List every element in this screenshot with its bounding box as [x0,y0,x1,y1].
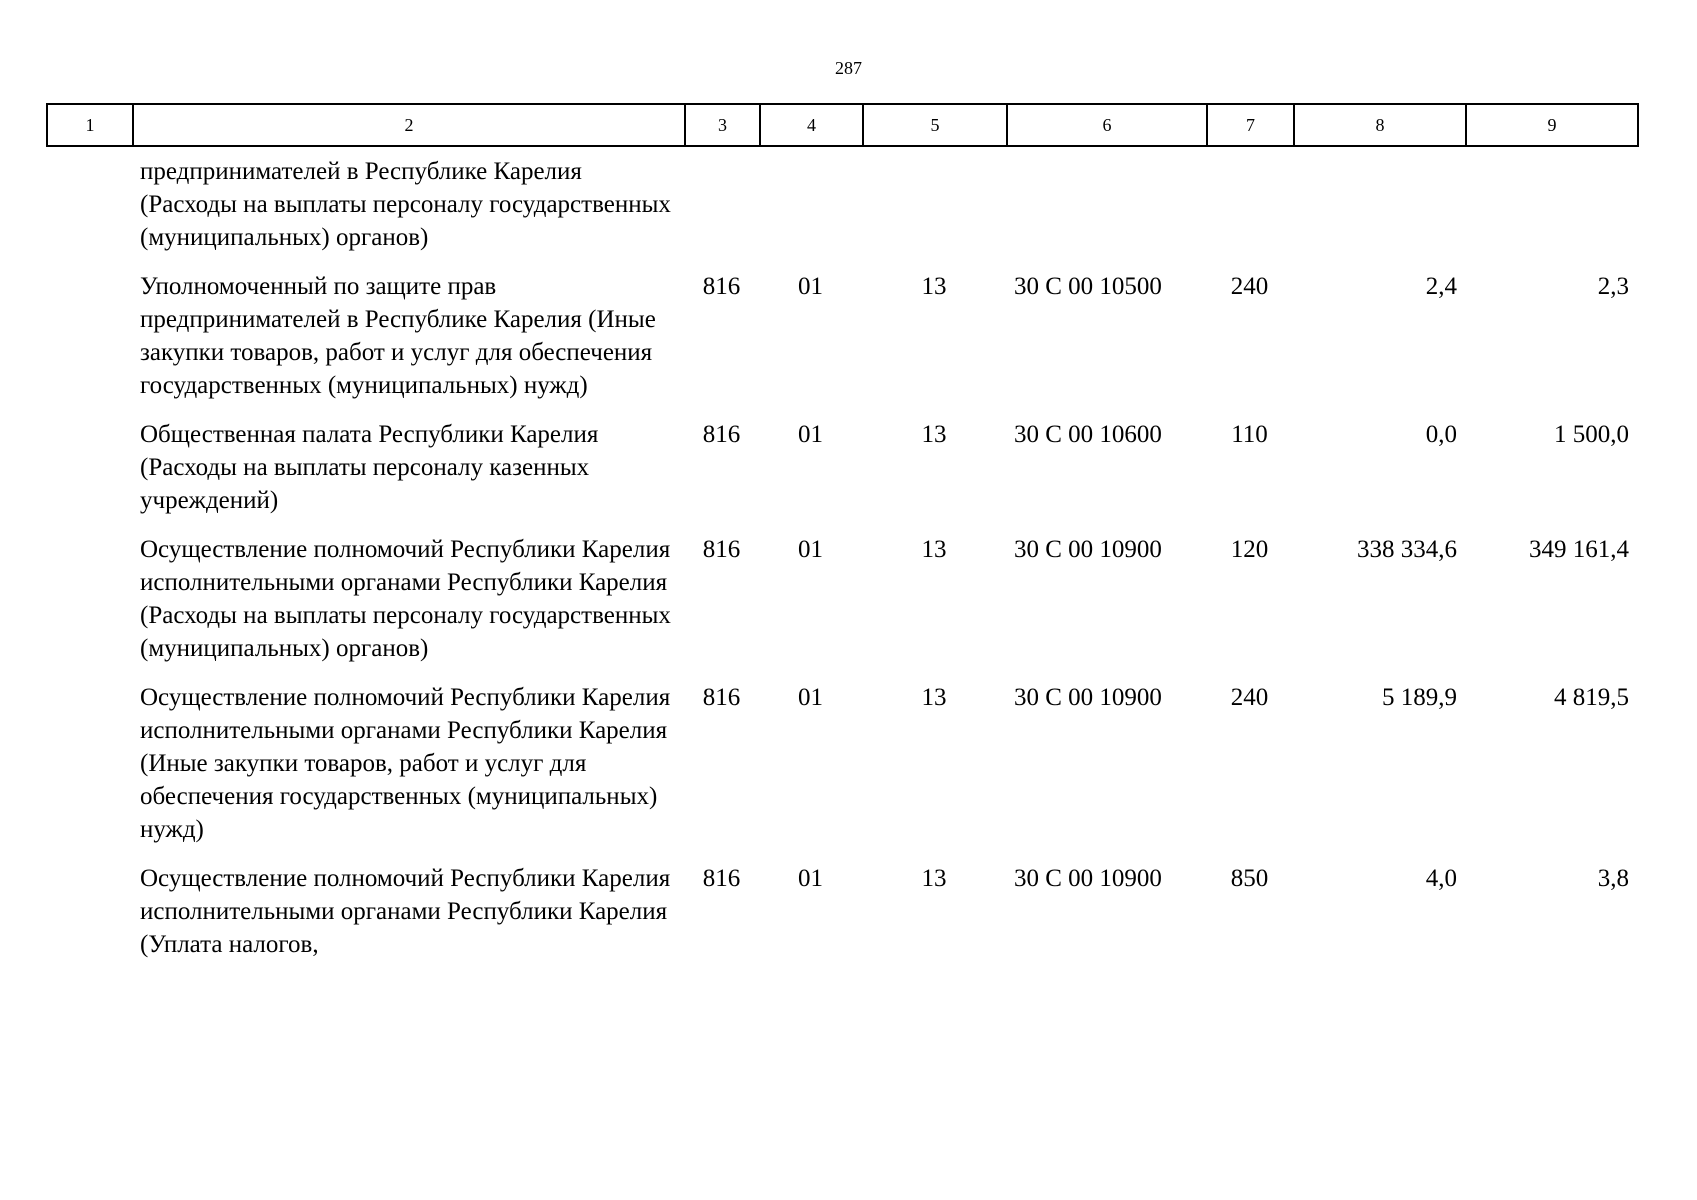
cell-description: Осуществление полномочий Республики Карелия исполнительными органами Республики Карелия (Иные закупки товаров, работ и услуг для обеспечения государственных (муниципальных) нужд) [140,684,671,843]
cell-subsection: 13 [921,684,947,711]
cell-expense-type: 850 [1230,865,1269,892]
cell-description: предпринимателей в Республике Карелия (Расходы на выплаты персоналу государственных (муниципальных) органов) [140,158,671,251]
cell-amount-year1: 338 334,6 [1357,536,1457,563]
cell-admin-code: 816 [702,273,741,300]
cell-target-article [1006,155,1206,270]
cell-col1 [46,681,132,862]
table-row [46,862,1637,977]
cell-amount-year2: 3,8 [1597,865,1629,892]
cell-expense-type: 240 [1230,273,1269,300]
cell-subsection: 13 [921,865,947,892]
table-header [46,103,1639,147]
cell-admin-code: 816 [702,536,741,563]
cell-amount-year1: 5 189,9 [1382,684,1457,711]
cell-subsection [862,155,1006,270]
column-header-1: 1 [47,104,133,146]
cell-section: 01 [798,421,823,448]
cell-col1 [46,418,132,533]
column-header-7: 7 [1207,104,1294,146]
cell-expense-type: 120 [1230,536,1269,563]
column-header-2: 2 [133,104,685,146]
column-header-5: 5 [863,104,1007,146]
cell-amount-year2: 349 161,4 [1529,536,1629,563]
cell-section: 01 [798,273,823,300]
cell-expense-type: 240 [1230,684,1269,711]
cell-description: Уполномоченный по защите прав предпринимателей в Республике Карелия (Иные закупки товаров, работ и услуг для обеспечения государственных (муниципальных) нужд) [140,273,656,399]
cell-admin-code: 816 [702,865,741,892]
cell-section [759,155,862,270]
cell-section: 01 [798,536,823,563]
column-header-8: 8 [1294,104,1466,146]
page-number: 287 [835,58,862,78]
cell-amount-year2: 1 500,0 [1554,421,1629,448]
cell-amount-year1: 2,4 [1425,273,1457,300]
cell-section: 01 [798,684,823,711]
cell-admin-code: 816 [702,421,741,448]
cell-admin-code: 816 [702,684,741,711]
table-row [46,155,1637,270]
cell-description: Осуществление полномочий Республики Карелия исполнительными органами Республики Карелия (Уплата налогов, [140,865,671,958]
cell-col1 [46,270,132,418]
cell-amount-year1: 4,0 [1425,865,1457,892]
cell-subsection: 13 [921,273,947,300]
cell-target-article: 30 С 00 10600 [1014,421,1162,448]
cell-amount-year2 [1465,155,1637,270]
cell-target-article: 30 С 00 10900 [1014,865,1162,892]
cell-col1 [46,862,132,977]
table-row [46,418,1637,533]
cell-amount-year2: 4 819,5 [1554,684,1629,711]
cell-amount-year2: 2,3 [1597,273,1629,300]
cell-description: Осуществление полномочий Республики Карелия исполнительными органами Республики Карелия (Расходы на выплаты персоналу государственных (муниципальных) органов) [140,536,671,662]
cell-expense-type [1206,155,1293,270]
cell-amount-year1: 0,0 [1425,421,1457,448]
cell-admin-code [684,155,759,270]
column-header-6: 6 [1007,104,1207,146]
column-header-3: 3 [685,104,760,146]
cell-subsection: 13 [921,421,947,448]
table-row [46,681,1637,862]
cell-subsection: 13 [921,536,947,563]
table-row [46,533,1637,681]
cell-amount-year1 [1293,155,1465,270]
budget-table-body [46,155,1637,977]
cell-target-article: 30 С 00 10900 [1014,536,1162,563]
cell-expense-type: 110 [1231,421,1268,448]
cell-section: 01 [798,865,823,892]
cell-col1 [46,155,132,270]
column-header-9: 9 [1466,104,1638,146]
cell-target-article: 30 С 00 10500 [1014,273,1162,300]
table-row [46,270,1637,418]
cell-target-article: 30 С 00 10900 [1014,684,1162,711]
cell-description: Общественная палата Республики Карелия (Расходы на выплаты персоналу казенных учреждений) [140,421,599,514]
column-header-4: 4 [760,104,863,146]
cell-col1 [46,533,132,681]
